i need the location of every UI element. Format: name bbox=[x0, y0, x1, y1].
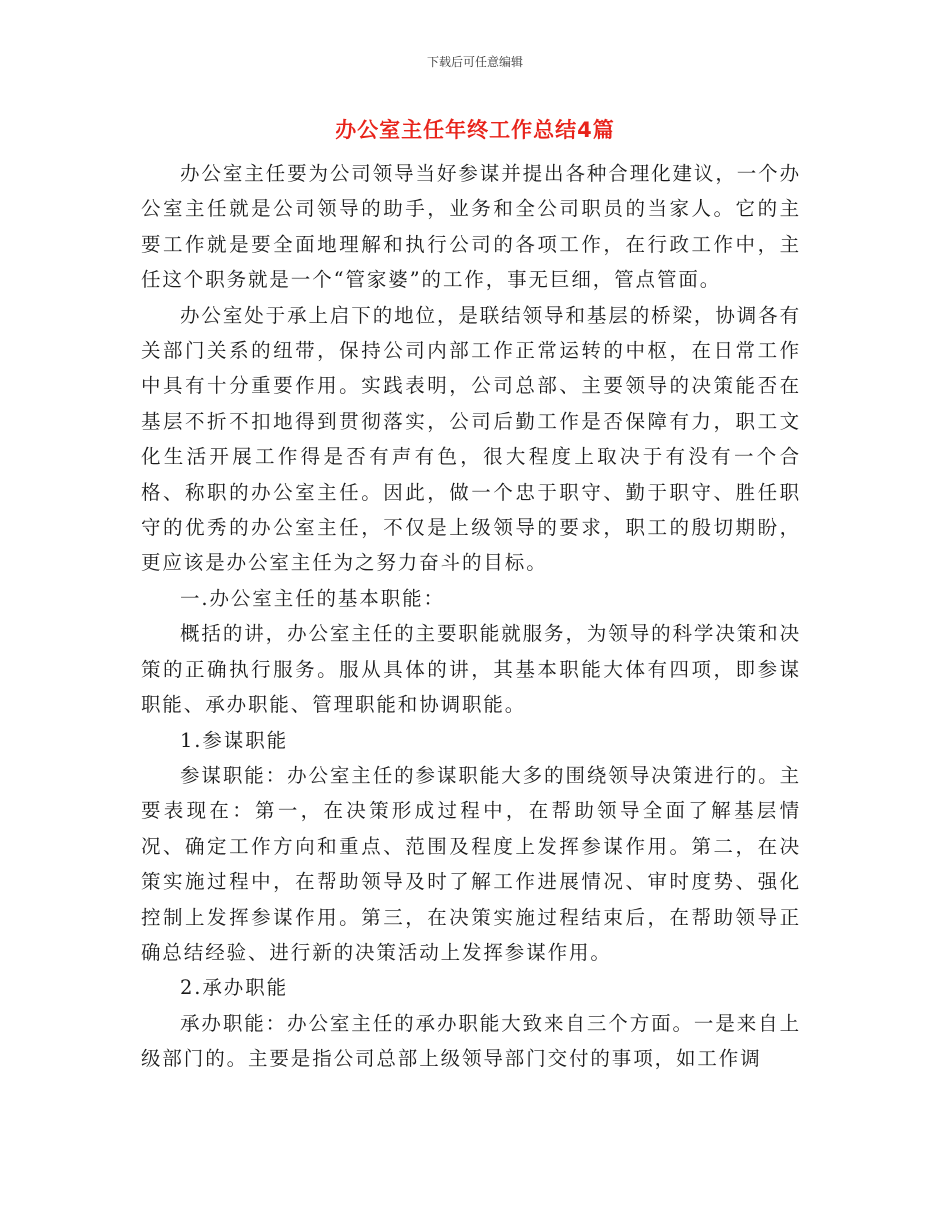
subsection-heading: 2.承办职能 bbox=[180, 976, 289, 1000]
section-heading: 一.办公室主任的基本职能： bbox=[180, 586, 445, 610]
page-header: 下载后可任意编辑 bbox=[426, 55, 523, 69]
paragraph: 承办职能：办公室主任的承办职能大致来自三个方面。一是来自上级部门的。主要是指公司总部上级领导部门交付的事项，如工作调 bbox=[141, 1011, 801, 1071]
document-title: 办公室主任年终工作总结4篇 bbox=[335, 118, 615, 142]
paragraph: 参谋职能：办公室主任的参谋职能大多的围绕领导决策进行的。主要表现在：第一，在决策形成过程中，在帮助领导全面了解基层情况、确定工作方向和重点、范围及程度上发挥参谋作用。第二，在决策实施过程中，在帮助领导及时了解工作进展情况、审时度势、强化控制上发挥参谋作用。第三，在决策实施过程结束后，在帮助领导正确总结经验、进行新的决策活动上发挥参谋作用。 bbox=[141, 763, 801, 964]
document-body bbox=[141, 156, 801, 1077]
subsection-heading: 1.参谋职能 bbox=[180, 728, 289, 752]
paragraph: 办公室处于承上启下的地位，是联结领导和基层的桥梁，协调各有关部门关系的纽带，保持公司内部工作正常运转的中枢，在日常工作中具有十分重要作用。实践表明，公司总部、主要领导的决策能否在基层不折不扣地得到贯彻落实，公司后勤工作是否保障有力，职工文化生活开展工作得是否有声有色，很大程度上取决于有没有一个合格、称职的办公室主任。因此，做一个忠于职守、勤于职守、胜任职守的优秀的办公室主任，不仅是上级领导的要求，职工的殷切期盼，更应该是办公室主任为之努力奋斗的目标。 bbox=[141, 303, 801, 575]
paragraph: 办公室主任要为公司领导当好参谋并提出各种合理化建议，一个办公室主任就是公司领导的助手，业务和全公司职员的当家人。它的主要工作就是要全面地理解和执行公司的各项工作，在行政工作中，主任这个职务就是一个“管家婆”的工作，事无巨细，管点管面。 bbox=[141, 162, 801, 292]
paragraph: 概括的讲，办公室主任的主要职能就服务，为领导的科学决策和决策的正确执行服务。服从具体的讲，其基本职能大体有四项，即参谋职能、承办职能、管理职能和协调职能。 bbox=[141, 622, 801, 717]
